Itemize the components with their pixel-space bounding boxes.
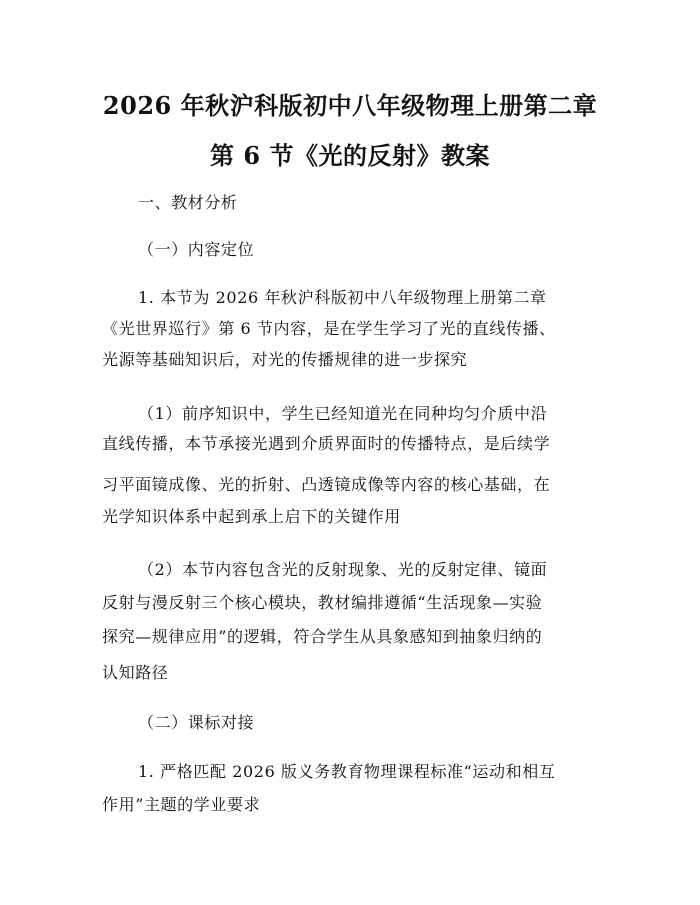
subsection-heading-content-positioning: （一）内容定位: [138, 240, 255, 259]
paragraph-2-line-2: 直线传播，本节承接光遇到介质界面时的传播特点，是后续学: [102, 434, 551, 453]
paragraph-3-line-3: 探究—规律应用”的逻辑，符合学生从具象感知到抽象归纳的: [102, 627, 543, 646]
paragraph-3-line-1: （2）本节内容包含光的反射现象、光的反射定律、镜面: [138, 560, 548, 579]
document-title-line-2: 第 6 节《光的反射》教案: [210, 141, 490, 170]
paragraph-2-line-4: 光学知识体系中起到承上启下的关键作用: [102, 507, 401, 526]
document-title-line-1: 2026 年秋沪科版初中八年级物理上册第二章: [102, 91, 598, 120]
paragraph-4-line-2: 作用”主题的学业要求: [102, 795, 261, 814]
paragraph-4-line-1: 1. 严格匹配 2026 版义务教育物理课程标准“运动和相互: [138, 762, 556, 781]
subsection-heading-curriculum-alignment: （二）课标对接: [138, 713, 255, 732]
paragraph-1-line-1: 1. 本节为 2026 年秋沪科版初中八年级物理上册第二章: [138, 288, 547, 307]
paragraph-2-line-3: 习平面镜成像、光的折射、凸透镜成像等内容的核心基础，在: [102, 475, 551, 494]
paragraph-3-line-4: 认知路径: [102, 663, 169, 682]
paragraph-1-line-3: 光源等基础知识后，对光的传播规律的进一步探究: [102, 350, 468, 369]
paragraph-1-line-2: 《光世界巡行》第 6 节内容，是在学生学习了光的直线传播、: [102, 319, 556, 338]
paragraph-2-line-1: （1）前序知识中，学生已经知道光在同种均匀介质中沿: [138, 404, 548, 423]
section-heading-teaching-material-analysis: 一、教材分析: [138, 193, 238, 212]
paragraph-3-line-2: 反射与漫反射三个核心模块，教材编排遵循“生活现象—实验: [102, 593, 543, 612]
